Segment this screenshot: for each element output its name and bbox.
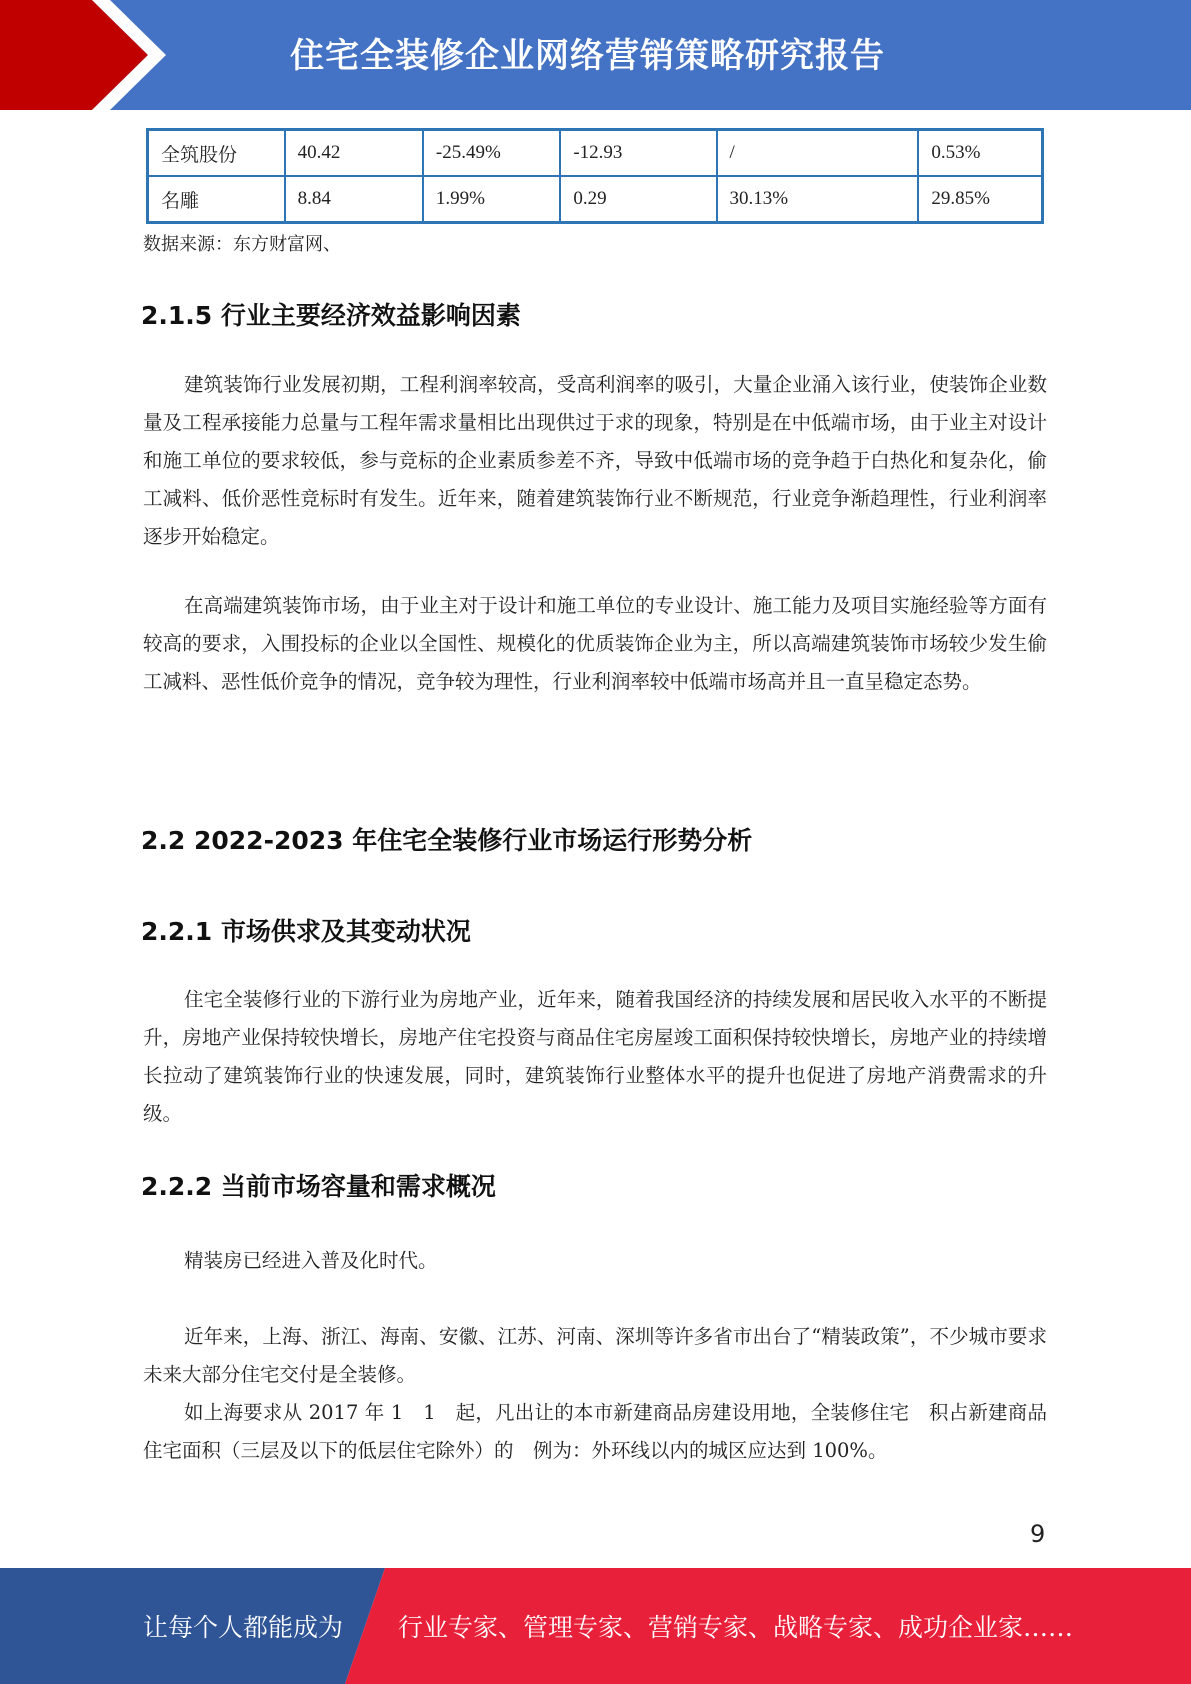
paragraph: 如上海要求从 2017 年 1 1 起，凡出让的本市新建商品房建设用地，全装修住宅 积占新建商品住宅面积（三层及以下的低层住宅除外）的 例为：外环线以内的城区应达到 100%。: [143, 1401, 1047, 1462]
page-footer: [0, 1568, 1191, 1684]
table-cell: -25.49%: [423, 130, 560, 176]
page-number: 9: [1030, 1520, 1046, 1548]
table-cell: 40.42: [285, 130, 423, 176]
table-cell: 8.84: [285, 176, 423, 222]
table-row: [148, 130, 1042, 176]
table-cell: 0.29: [560, 176, 716, 222]
section-heading-2-2-2: 2.2.2 当前市场容量和需求概况: [141, 1172, 496, 1201]
paragraph: 在高端建筑装饰市场，由于业主对于设计和施工单位的专业设计、施工能力及项目实施经验等方面有较高的要求，入围投标的企业以全国性、规模化的优质装饰企业为主，所以高端建筑装饰市场较少发生偷工减料、恶性低价竞争的情况，竞争较为理性，行业利润率较中低端市场高并且一直呈稳定态势。: [143, 594, 1047, 693]
page-header: [0, 0, 1191, 110]
table-cell: /: [717, 130, 919, 176]
company-financial-table: [146, 128, 1044, 224]
paragraph: 近年来，上海、浙江、海南、安徽、江苏、河南、深圳等许多省市出台了“精装政策”，不少城市要求未来大部分住宅交付是全装修。: [143, 1325, 1047, 1386]
paragraph: 精装房已经进入普及化时代。: [184, 1249, 438, 1272]
paragraph: 建筑装饰行业发展初期，工程利润率较高，受高利润率的吸引，大量企业涌入该行业，使装饰企业数量及工程承接能力总量与工程年需求量相比出现供过于求的现象，特别是在中低端市场，由于业主对设计和施工单位的要求较低，参与竞标的企业素质参差不齐，导致中低端市场的竞争趋于白热化和复杂化，偷工减料、低价恶性竞标时有发生。近年来，随着建筑装饰行业不断规范，行业竞争渐趋理性，行业利润率逐步开始稳定。: [143, 373, 1047, 548]
footer-slogan-right: 行业专家、管理专家、营销专家、战略专家、成功企业家……: [398, 1613, 1074, 1642]
footer-slogan-left: 让每个人都能成为: [143, 1613, 344, 1642]
table-cell: 全筑股份: [148, 130, 285, 176]
section-heading-2-2-1: 2.2.1 市场供求及其变动状况: [141, 917, 471, 946]
table-row: [148, 176, 1042, 222]
table-cell: 29.85%: [918, 176, 1042, 222]
table-cell: -12.93: [560, 130, 716, 176]
paragraph: 住宅全装修行业的下游行业为房地产业，近年来，随着我国经济的持续发展和居民收入水平的不断提升，房地产业保持较快增长，房地产住宅投资与商品住宅房屋竣工面积保持较快增长，房地产业的持续增长拉动了建筑装饰行业的快速发展，同时，建筑装饰行业整体水平的提升也促进了房地产消费需求的升级。: [143, 988, 1047, 1125]
table-cell: 0.53%: [918, 130, 1042, 176]
section-heading-2-1-5: 2.1.5 行业主要经济效益影响因素: [141, 301, 521, 330]
table-cell: 名雕: [148, 176, 285, 222]
table-cell: 30.13%: [717, 176, 919, 222]
report-title: 住宅全装修企业网络营销策略研究报告: [290, 36, 885, 76]
table-cell: 1.99%: [423, 176, 560, 222]
section-heading-2-2: 2.2 2022-2023 年住宅全装修行业市场运行形势分析: [141, 826, 753, 855]
data-source-note: 数据来源：东方财富网、: [143, 234, 341, 255]
